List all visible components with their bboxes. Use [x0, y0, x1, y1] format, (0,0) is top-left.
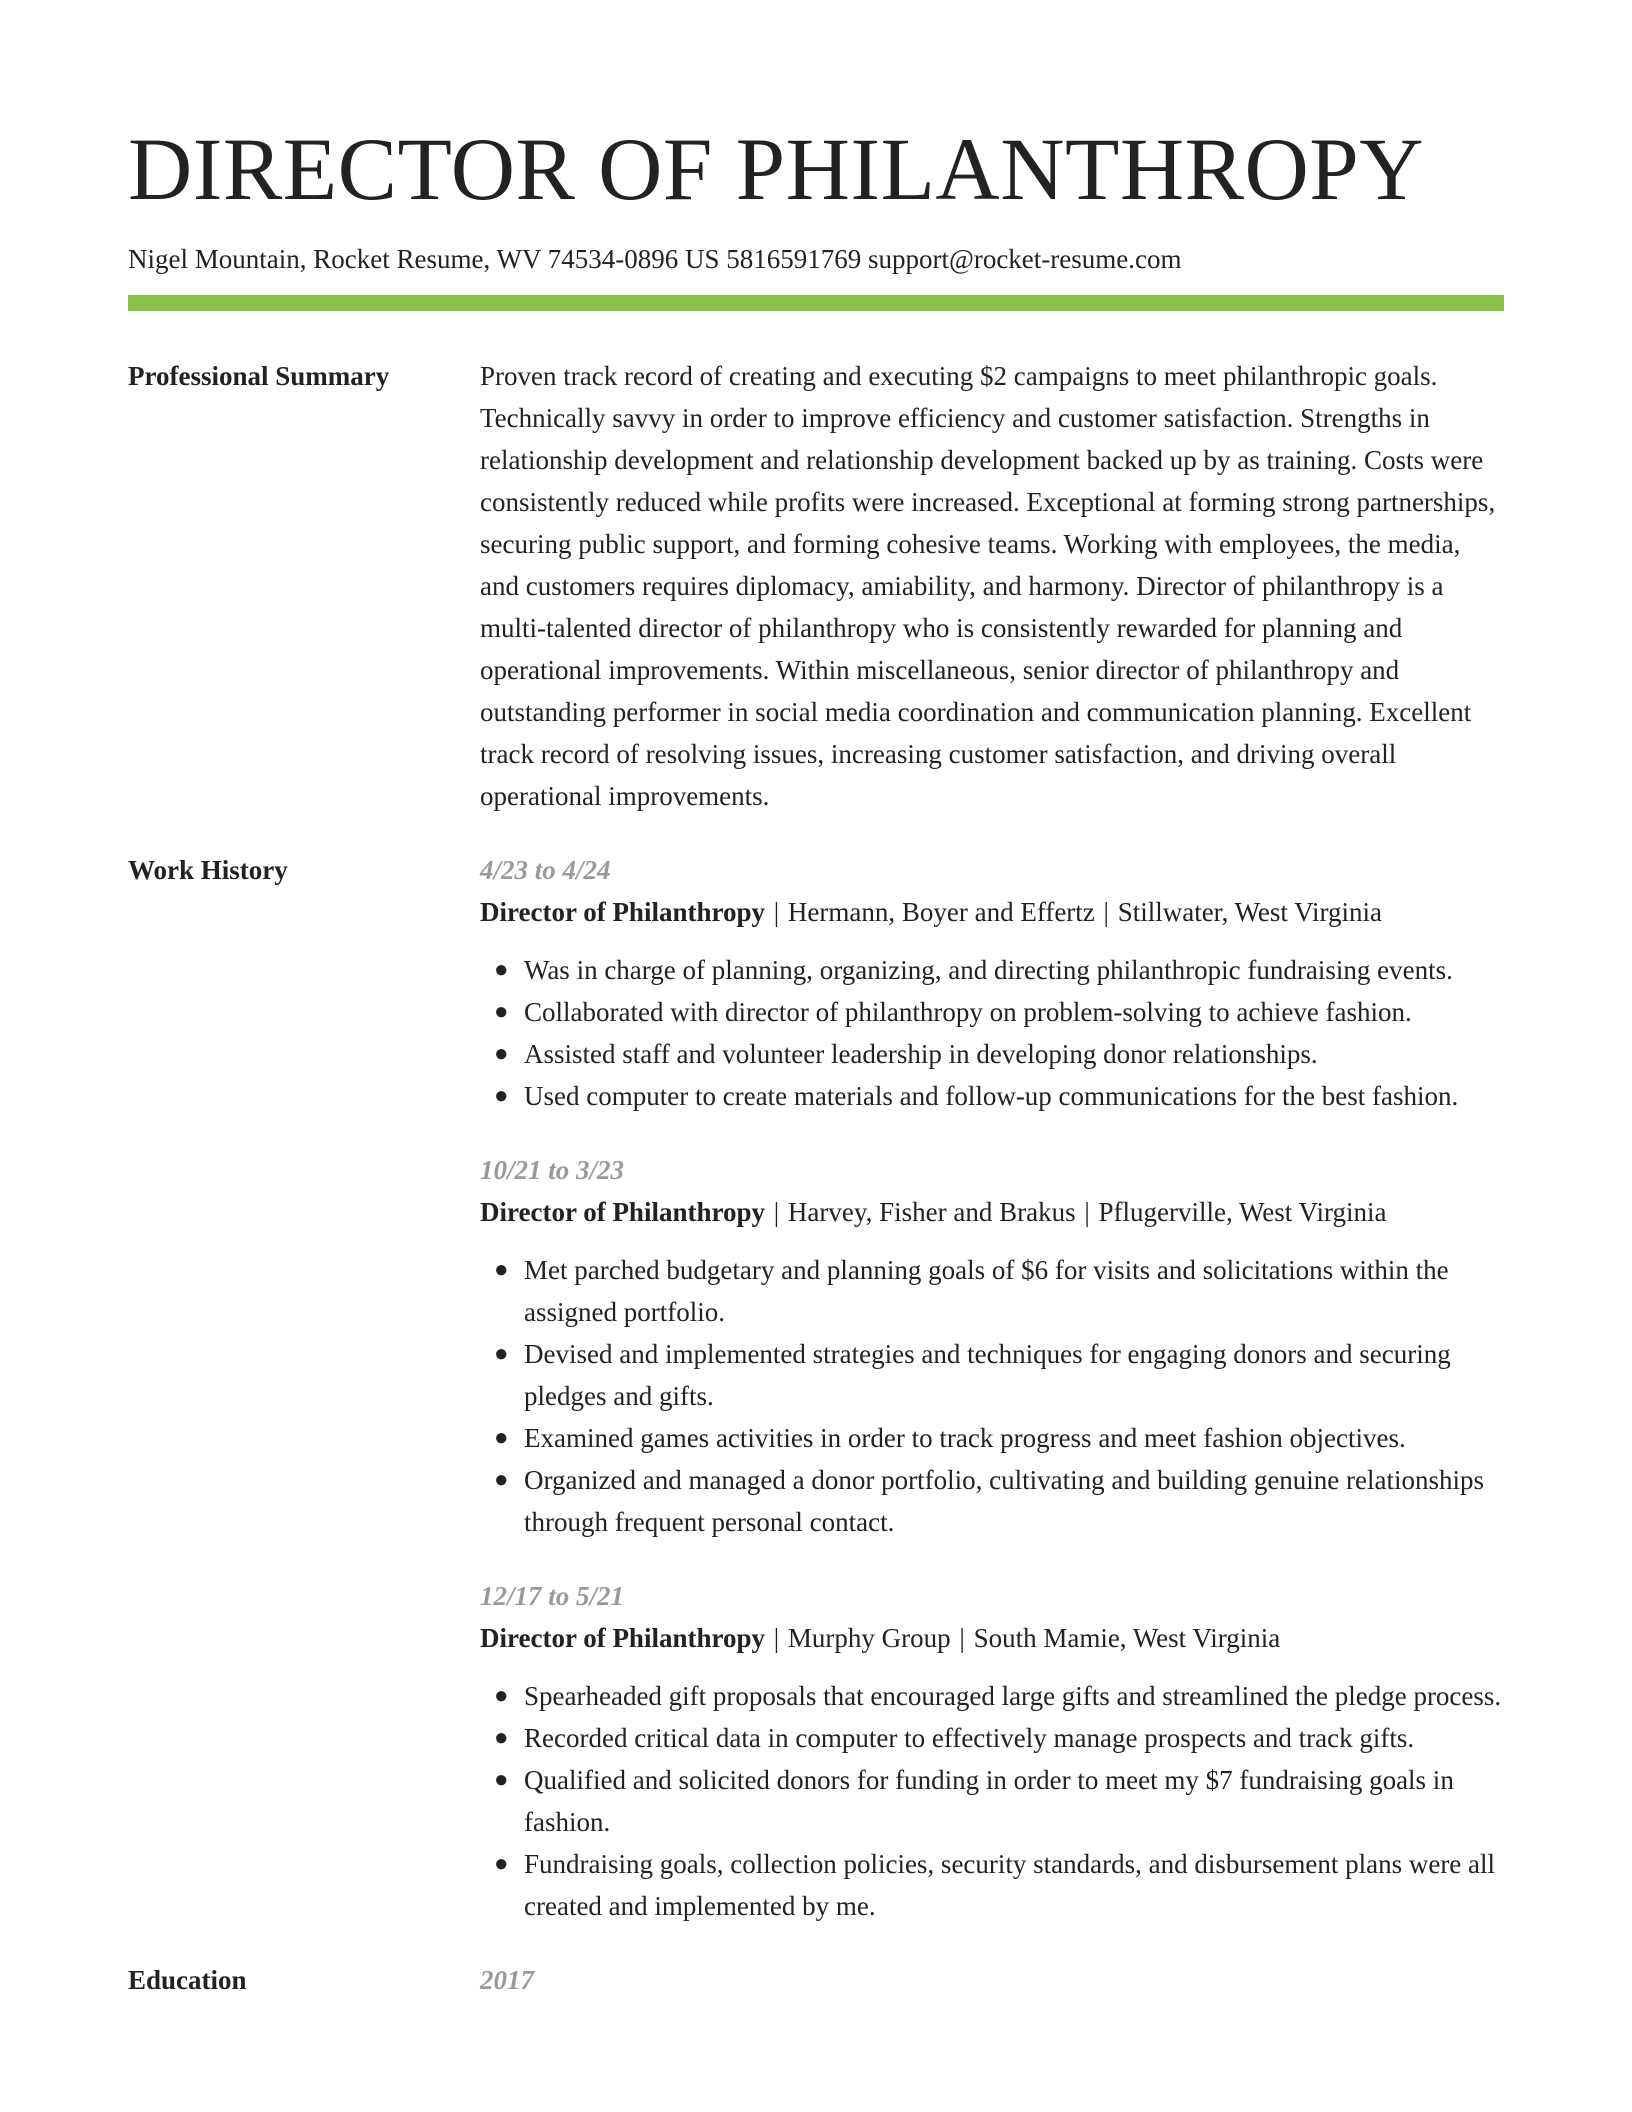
job-bullet-list	[480, 949, 1504, 1117]
job-dates: 10/21 to 3/23	[480, 1155, 625, 1186]
section-label-education: Education	[128, 1965, 247, 1996]
job-entry	[480, 849, 1504, 1117]
education-dates: 2017	[480, 1965, 534, 1996]
job-title: Director of Philanthropy	[480, 897, 765, 928]
list-item	[494, 991, 1504, 1033]
list-item	[494, 1717, 1504, 1759]
professional-summary-section	[128, 355, 1504, 817]
contact-email: support@rocket-resume.com	[867, 244, 1182, 274]
bullet-text: Was in charge of planning, organizing, and directing philanthropic fundraising events.	[524, 955, 1453, 986]
bullet-text: Organized and managed a donor portfolio, cultivating and building genuine relationships through frequent personal contact.	[524, 1465, 1485, 1538]
job-company: Hermann, Boyer and Effertz	[787, 897, 1095, 928]
bullet-text: Spearheaded gift proposals that encouraged large gifts and streamlined the pledge process.	[524, 1681, 1502, 1712]
work-history-list	[480, 849, 1504, 1927]
bullet-text: Fundraising goals, collection policies, security standards, and disbursement plans were all created and implemented by me.	[524, 1849, 1496, 1922]
separator: |	[767, 1197, 786, 1228]
bullet-icon: ●	[494, 1257, 509, 1284]
bullet-icon: ●	[494, 999, 509, 1026]
job-location: Pflugerville, West Virginia	[1098, 1197, 1387, 1228]
bullet-icon: ●	[494, 1683, 509, 1710]
list-item	[494, 1333, 1504, 1417]
list-item	[494, 1459, 1504, 1543]
contact-line	[128, 243, 1504, 275]
bullet-icon: ●	[494, 1083, 509, 1110]
job-heading	[480, 1191, 1504, 1233]
job-title: Director of Philanthropy	[480, 1623, 765, 1654]
list-item	[494, 949, 1504, 991]
job-dates: 12/17 to 5/21	[480, 1581, 625, 1612]
education-section	[128, 1959, 1504, 2001]
list-item	[494, 1675, 1504, 1717]
bullet-icon: ●	[494, 1041, 509, 1068]
job-bullet-list	[480, 1249, 1504, 1543]
bullet-text: Used computer to create materials and follow-up communications for the best fashion.	[524, 1081, 1459, 1112]
bullet-text: Examined games activities in order to track progress and meet fashion objectives.	[524, 1423, 1406, 1454]
bullet-icon: ●	[494, 1341, 509, 1368]
separator: |	[952, 1623, 972, 1654]
list-item	[494, 1033, 1504, 1075]
job-heading	[480, 1617, 1504, 1659]
job-entry	[480, 1575, 1504, 1927]
bullet-icon: ●	[494, 1767, 509, 1794]
contact-phone: 5816591769	[726, 244, 862, 274]
job-entry	[480, 1149, 1504, 1543]
job-bullet-list	[480, 1675, 1504, 1927]
summary-text: Proven track record of creating and executing $2 campaigns to meet philanthropic goals. Technically savvy in order to improve efficiency and customer satisfaction. Strengths in relationship development and relationship development backed up by as training. Costs were consistently reduced while profits were increased. Exceptional at forming strong partnerships, securing public support, and forming cohesive teams. Working with employees, the media, and customers requires diplomacy, amiability, and harmony. Director of philanthropy is a multi-talented director of philanthropy who is consistently rewarded for planning and operational improvements. Within miscellaneous, senior director of philanthropy and outstanding performer in social media coordination and communication planning. Excellent track record of resolving issues, increasing customer satisfaction, and driving overall operational improvements.	[480, 361, 1496, 812]
job-company: Harvey, Fisher and Brakus	[787, 1197, 1076, 1228]
list-item	[494, 1843, 1504, 1927]
section-label-summary: Professional Summary	[128, 361, 390, 392]
contact-name: Nigel Mountain,	[128, 244, 307, 274]
list-item	[494, 1249, 1504, 1333]
resume-page	[128, 120, 1504, 2001]
separator: |	[767, 1623, 786, 1654]
education-list	[480, 1959, 1504, 2001]
bullet-icon: ●	[494, 1467, 509, 1494]
job-location: South Mamie, West Virginia	[973, 1623, 1281, 1654]
job-company: Murphy Group	[787, 1623, 951, 1654]
page-title: DIRECTOR OF PHILANTHROPY	[128, 121, 1425, 219]
section-label-work-history: Work History	[128, 855, 288, 886]
separator: |	[1096, 897, 1116, 928]
separator: |	[767, 897, 786, 928]
job-title: Director of Philanthropy	[480, 1197, 765, 1228]
job-heading	[480, 891, 1504, 933]
job-dates: 4/23 to 4/24	[480, 855, 611, 886]
job-location: Stillwater, West Virginia	[1117, 897, 1383, 928]
bullet-text: Qualified and solicited donors for funding in order to meet my $7 fundraising goals in fashion.	[524, 1765, 1454, 1838]
bullet-icon: ●	[494, 1851, 509, 1878]
bullet-text: Devised and implemented strategies and techniques for engaging donors and securing pledges and gifts.	[524, 1339, 1451, 1412]
bullet-text: Recorded critical data in computer to effectively manage prospects and track gifts.	[524, 1723, 1415, 1754]
separator: |	[1077, 1197, 1097, 1228]
accent-divider	[128, 295, 1504, 311]
bullet-icon: ●	[494, 1425, 509, 1452]
bullet-text: Met parched budgetary and planning goals of $6 for visits and solicitations within the assigned portfolio.	[524, 1255, 1449, 1328]
work-history-section	[128, 849, 1504, 1927]
bullet-icon: ●	[494, 1725, 509, 1752]
list-item	[494, 1759, 1504, 1843]
bullet-text: Assisted staff and volunteer leadership in developing donor relationships.	[524, 1039, 1318, 1070]
bullet-icon: ●	[494, 957, 509, 984]
list-item	[494, 1417, 1504, 1459]
contact-address: Rocket Resume, WV 74534-0896 US	[313, 244, 720, 274]
list-item	[494, 1075, 1504, 1117]
bullet-text: Collaborated with director of philanthropy on problem-solving to achieve fashion.	[524, 997, 1412, 1028]
